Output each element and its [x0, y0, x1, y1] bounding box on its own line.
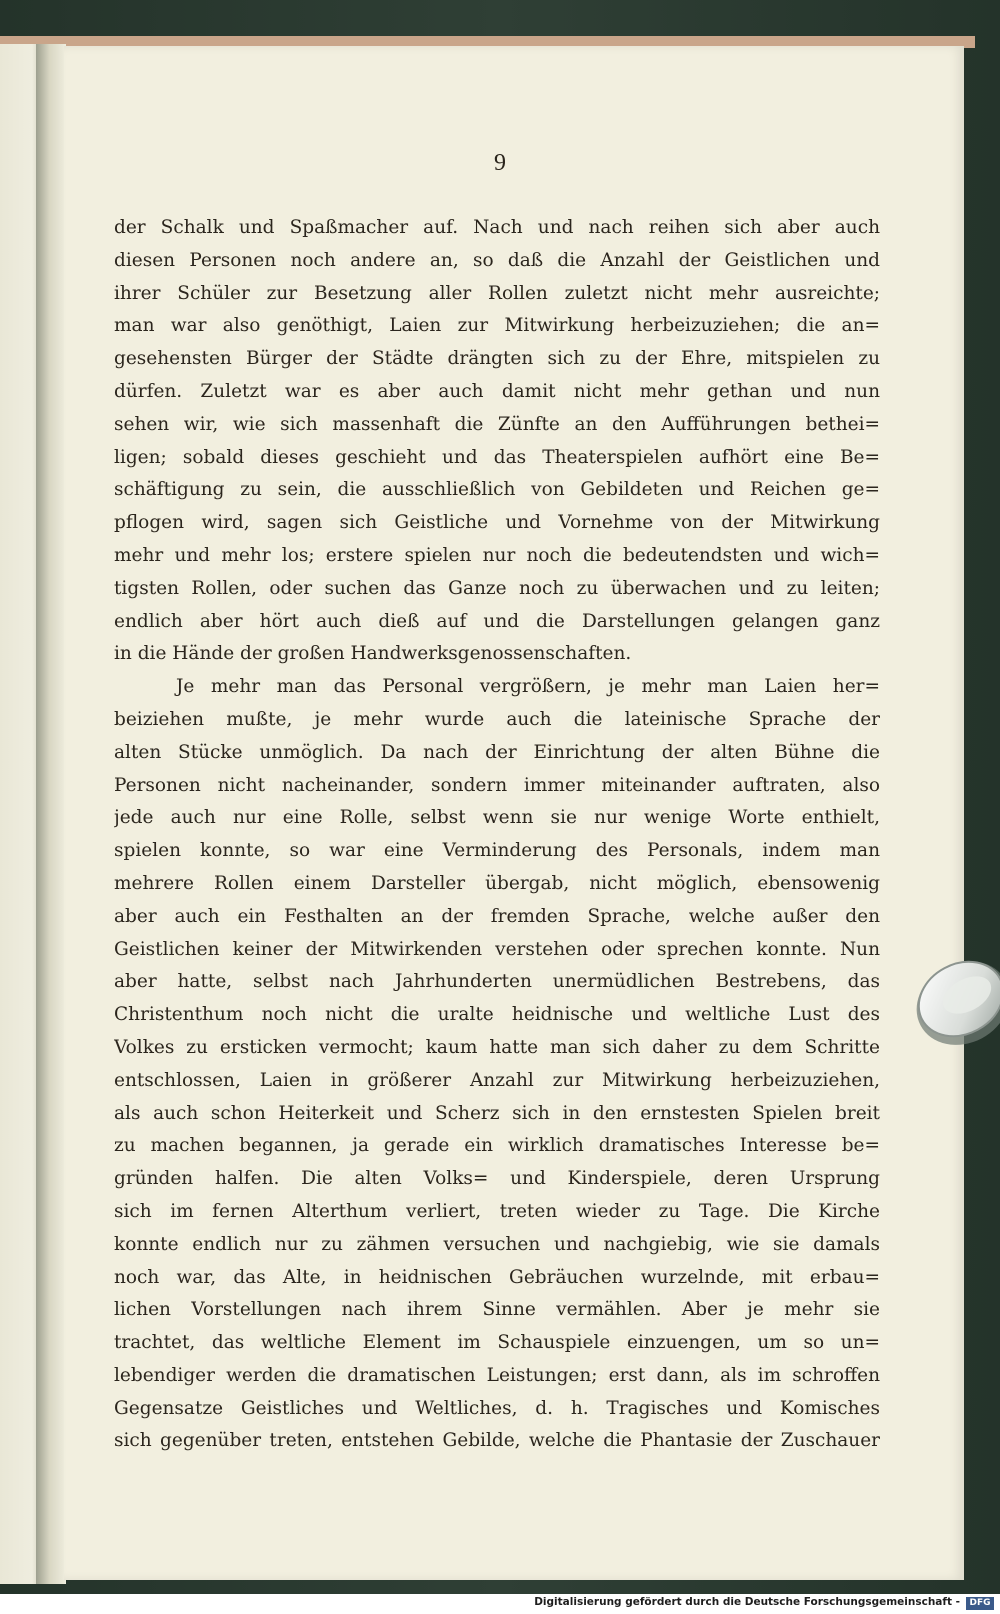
text-line: ligen; sobald dieses geschieht und das Theaterspielen aufhört eine Be=: [114, 446, 880, 468]
text-line: mehr und mehr los; erstere spielen nur noch die bedeutendsten und wich=: [114, 544, 880, 566]
footer-bar: [0, 1594, 1000, 1614]
text-line: lebendiger werden die dramatischen Leistungen; erst dann, als im schroffen: [114, 1364, 880, 1386]
text-line: tigsten Rollen, oder suchen das Ganze noch zu überwachen und zu leiten;: [114, 577, 880, 599]
text-line: ihrer Schüler zur Besetzung aller Rollen zuletzt nicht mehr ausreichte;: [114, 282, 880, 304]
text-line: Gegensatze Geistliches und Weltliches, d. h. Tragisches und Komisches: [114, 1397, 880, 1419]
text-line: lichen Vorstellungen nach ihrem Sinne vermählen. Aber je mehr sie: [114, 1299, 880, 1321]
text-line: Je mehr man das Personal vergrößern, je mehr man Laien her=: [176, 676, 880, 698]
text-line: Personen nicht nacheinander, sondern immer miteinander auftraten, also: [114, 774, 880, 796]
text-line: sich gegenüber treten, entstehen Gebilde, welche die Phantasie der Zuschauer: [114, 1430, 880, 1452]
text-line: Christenthum noch nicht die uralte heidnische und weltliche Lust des: [114, 1004, 880, 1026]
text-line: diesen Personen noch andere an, so daß die Anzahl der Geistlichen und: [114, 249, 880, 271]
text-line: mehrere Rollen einem Darsteller übergab, nicht möglich, ebensowenig: [114, 872, 880, 894]
text-line: schäftigung zu sein, die ausschließlich von Gebildeten und Reichen ge=: [114, 479, 880, 501]
digitization-credit: Digitalisierung gefördert durch die Deutsche Forschungsgemeinschaft -: [534, 1596, 960, 1608]
text-line: spielen konnte, so war eine Verminderung des Personals, indem man: [114, 840, 880, 862]
text-line: der Schalk und Spaßmacher auf. Nach und nach reihen sich aber auch: [114, 217, 880, 238]
text-line: sehen wir, wie sich massenhaft die Zünfte an den Aufführungen bethei=: [114, 413, 880, 435]
facing-page-edge: [0, 44, 40, 1584]
text-line: trachtet, das weltliche Element im Schauspiele einzuengen, um so un=: [114, 1332, 880, 1354]
text-line: als auch schon Heiterkeit und Scherz sich in den ernstesten Spielen breit: [114, 1102, 880, 1124]
text-line: gesehensten Bürger der Städte drängten sich zu der Ehre, mitspielen zu: [114, 348, 880, 370]
text-line: noch war, das Alte, in heidnischen Gebräuchen wurzelnde, mit erbau=: [114, 1266, 880, 1288]
page-clip-icon: [905, 945, 1000, 1057]
text-line: konnte endlich nur zu zähmen versuchen und nachgiebig, wie sie damals: [114, 1233, 880, 1255]
text-line: dürfen. Zuletzt war es aber auch damit nicht mehr gethan und nun: [114, 380, 880, 402]
text-line: gründen halfen. Die alten Volks= und Kinderspiele, deren Ursprung: [114, 1168, 880, 1190]
text-line: sich im fernen Alterthum verliert, treten wieder zu Tage. Die Kirche: [114, 1200, 880, 1222]
text-line: Geistlichen keiner der Mitwirkenden verstehen oder sprechen konnte. Nun: [114, 938, 880, 960]
text-line: in die Hände der großen Handwerksgenossenschaften.: [114, 643, 632, 665]
text-line: Volkes zu ersticken vermocht; kaum hatte man sich daher zu dem Schritte: [114, 1036, 880, 1058]
text-line: endlich aber hört auch dieß auf und die Darstellungen gelangen ganz: [114, 610, 880, 632]
text-line: beiziehen mußte, je mehr wurde auch die lateinische Sprache der: [114, 708, 880, 730]
text-line: alten Stücke unmöglich. Da nach der Einrichtung der alten Bühne die: [114, 741, 880, 763]
text-line: man war also genöthigt, Laien zur Mitwirkung herbeizuziehen; die an=: [114, 315, 880, 337]
text-line: aber hatte, selbst nach Jahrhunderten unermüdlichen Bestrebens, das: [114, 971, 880, 993]
book-gutter: [36, 44, 66, 1584]
text-line: zu machen begannen, ja gerade ein wirklich dramatisches Interesse be=: [114, 1135, 880, 1157]
body-text: [114, 212, 880, 1458]
page-number: 9: [494, 150, 506, 176]
text-line: jede auch nur eine Rolle, selbst wenn sie nur wenige Worte enthielt,: [114, 807, 880, 829]
dfg-logo: DFG: [966, 1597, 994, 1610]
text-line: entschlossen, Laien in größerer Anzahl zur Mitwirkung herbeizuziehen,: [114, 1069, 880, 1091]
text-line: pflogen wird, sagen sich Geistliche und Vornehme von der Mitwirkung: [114, 512, 880, 534]
text-line: aber auch ein Festhalten an der fremden Sprache, welche außer den: [114, 905, 880, 927]
